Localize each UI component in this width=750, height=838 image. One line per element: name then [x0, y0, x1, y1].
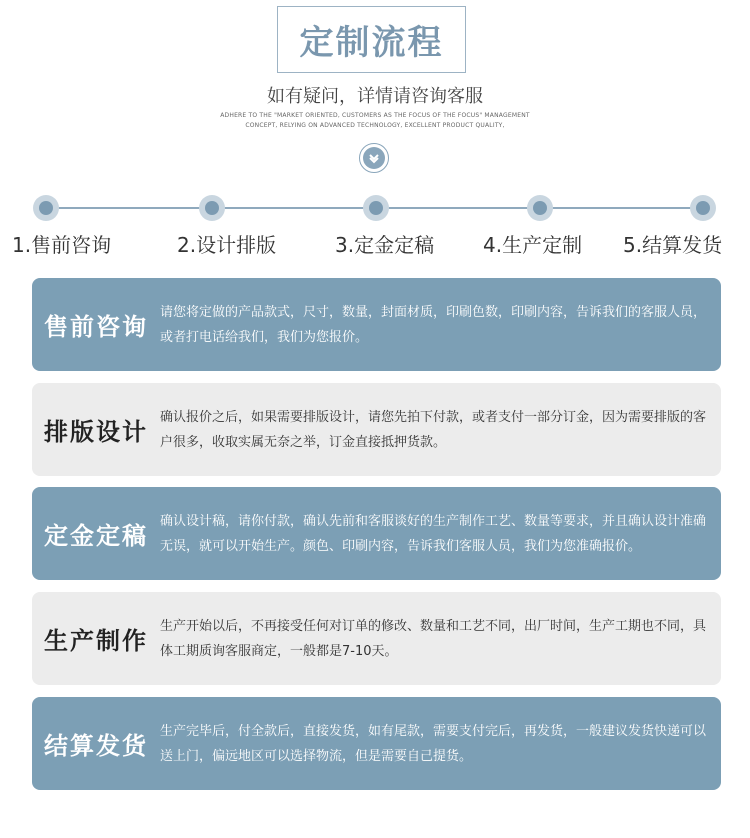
card-title: 结算发货 [44, 731, 148, 760]
timeline-dot-icon [527, 195, 553, 221]
step-card-presale [32, 278, 721, 371]
step-card-delivery [32, 697, 721, 790]
card-title: 定金定稿 [44, 521, 148, 550]
page-subtitle: 如有疑问，详情请咨询客服 [267, 86, 483, 107]
step-card-production [32, 592, 721, 685]
step-label-3: 3.定金定稿 [335, 233, 435, 257]
chevron-down-icon [359, 143, 389, 173]
card-text: 生产完毕后，付全款后，直接发货，如有尾款，需要支付完后，再发货，一般建议发货快递可以送上门，偏远地区可以选择物流，但是需要自己提货。 [160, 723, 707, 764]
card-text: 生产开始以后，不再接受任何对订单的修改、数量和工艺不同，出厂时间，生产工期也不同，具体工期质询客服商定，一般都是7-10天。 [160, 618, 707, 659]
card-text: 确认设计稿，请你付款，确认先前和客服谈好的生产制作工艺、数量等要求，并且确认设计准确无误，就可以开始生产。颜色、印刷内容，告诉我们客服人员，我们为您准确报价。 [160, 513, 707, 554]
english-tagline-line-2: CONCEPT, RELYING ON ADVANCED TECHNOLOGY, EXCELLENT PRODUCT QUALITY, [245, 122, 505, 129]
step-card-deposit [32, 487, 721, 580]
card-text: 请您将定做的产品款式，尺寸，数量，封面材质，印刷色数，印刷内容，告诉我们的客服人员，或者打电话给我们，我们为您报价。 [160, 304, 707, 345]
step-label-2: 2.设计排版 [177, 233, 277, 257]
step-card-design [32, 383, 721, 476]
step-label-5: 5.结算发货 [623, 233, 723, 257]
timeline-dot-icon [363, 195, 389, 221]
card-title: 生产制作 [44, 626, 148, 655]
page-title: 定制流程 [299, 23, 444, 63]
card-title: 排版设计 [44, 417, 148, 446]
english-tagline-line-1: ADHERE TO THE "MARKET ORIENTED, CUSTOMERS AS THE FOCUS OF THE FOCUS" MANAGEMENT [220, 112, 530, 119]
timeline-dot-icon [199, 195, 225, 221]
step-label-4: 4.生产定制 [483, 233, 583, 257]
card-title: 售前咨询 [44, 312, 148, 341]
page-title-box [277, 6, 466, 73]
timeline-dot-icon [33, 195, 59, 221]
timeline-dot-icon [690, 195, 716, 221]
card-text: 确认报价之后，如果需要排版设计，请您先拍下付款，或者支付一部分订金，因为需要排版的客户很多，收取实属无奈之举，订金直接抵押货款。 [160, 409, 707, 450]
step-label-1: 1.售前咨询 [12, 233, 112, 257]
